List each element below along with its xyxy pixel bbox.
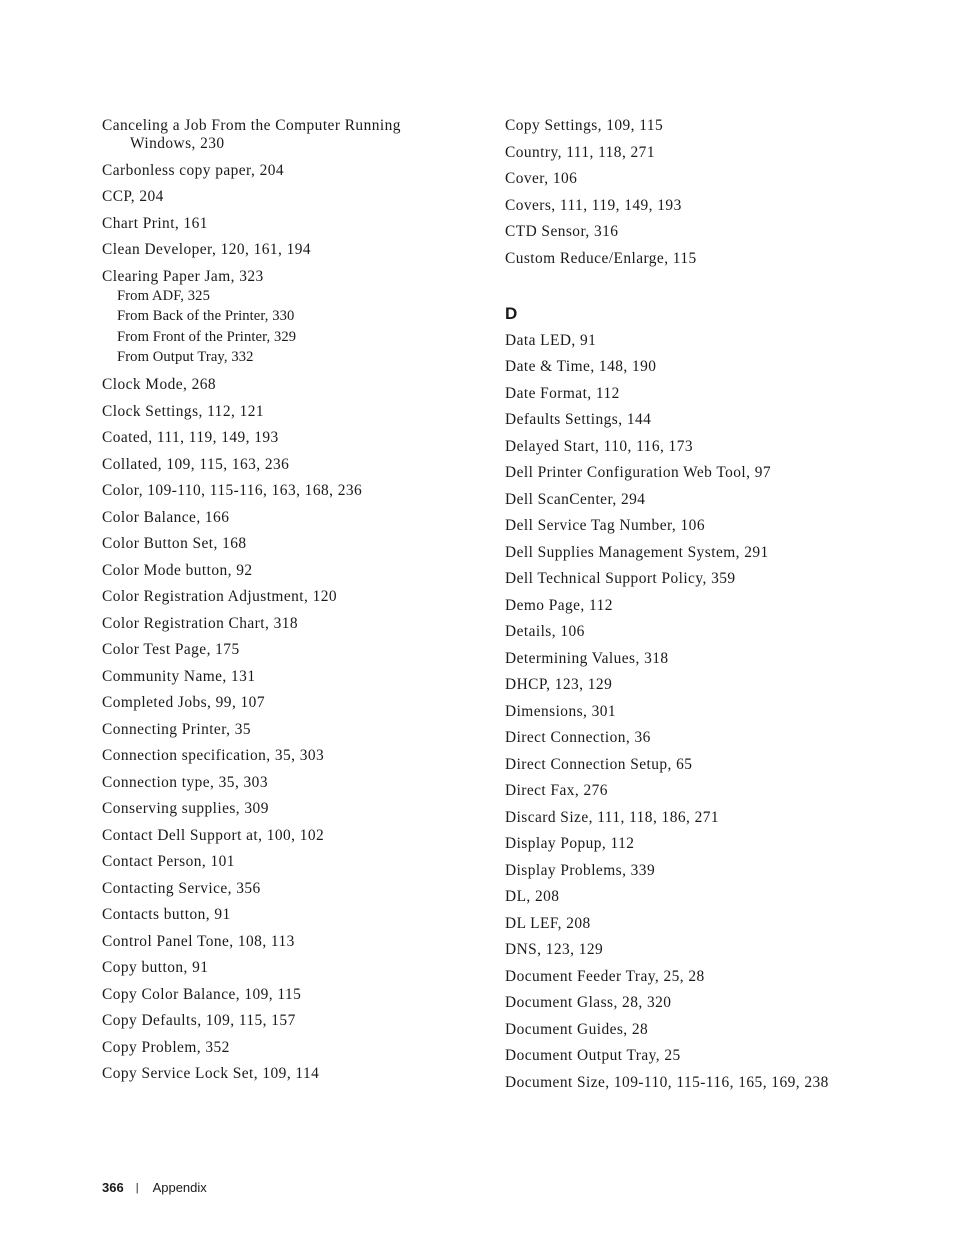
index-entry-text: Color Registration Chart, 318 — [102, 614, 299, 632]
index-entry-text: Direct Fax, 276 — [505, 782, 608, 799]
index-entry-text: Color Button Set, 168 — [102, 535, 247, 552]
index-entry-text: Clean Developer, 120, 161, 194 — [102, 241, 312, 258]
index-entry-text: CCP, 204 — [102, 188, 164, 205]
index-subentry: From Back of the Printer, 330 — [117, 308, 295, 324]
index-entry-text: Document Glass, 28, 320 — [505, 994, 672, 1011]
index-entry — [102, 376, 462, 394]
page-number: 366 — [102, 1180, 124, 1195]
index-entry — [505, 1047, 925, 1065]
index-entry-text: Coated, 111, 119, 149, 193 — [102, 429, 279, 446]
index-entry-text: Cover, 106 — [505, 170, 578, 187]
index-entry — [505, 438, 925, 456]
index-entry — [505, 888, 925, 906]
index-entry-text: Color Balance, 166 — [102, 508, 230, 526]
index-entry — [102, 162, 462, 180]
index-entry-text: CTD Sensor, 316 — [505, 223, 619, 240]
index-entry — [102, 880, 462, 898]
index-entry — [102, 986, 462, 1004]
index-entry-text: Delayed Start, 110, 116, 173 — [505, 437, 693, 455]
index-entry-text: Clock Mode, 268 — [102, 376, 217, 393]
index-entry — [505, 517, 925, 535]
index-entry — [102, 535, 462, 553]
index-entry-text: Document Guides, 28 — [505, 1020, 649, 1038]
index-entry — [102, 268, 462, 286]
index-entry — [102, 800, 462, 818]
index-entry — [102, 694, 462, 712]
index-entry — [102, 562, 462, 580]
index-entry — [505, 862, 925, 880]
index-entry — [102, 641, 462, 659]
index-subentry: From Output Tray, 332 — [117, 349, 254, 365]
index-entry — [505, 703, 925, 721]
index-entry-text: Demo Page, 112 — [505, 596, 613, 614]
index-entry — [505, 915, 925, 933]
index-entry — [102, 933, 462, 951]
index-entry — [102, 241, 462, 259]
index-entry — [102, 1012, 462, 1030]
index-entry — [505, 782, 925, 800]
index-entry-text: Document Output Tray, 25 — [505, 1047, 681, 1064]
index-entry — [505, 623, 925, 641]
index-entry — [505, 223, 925, 241]
index-entry-text: Color Registration Adjustment, 120 — [102, 588, 338, 605]
index-entry — [505, 144, 925, 162]
index-entry-text: Contacting Service, 356 — [102, 879, 261, 897]
index-entry-text: Dell ScanCenter, 294 — [505, 490, 646, 508]
index-entry-text: Country, 111, 118, 271 — [505, 143, 655, 161]
index-entries-d — [505, 332, 925, 1092]
index-entry — [102, 1039, 462, 1057]
index-entry — [102, 747, 462, 765]
index-entry — [505, 170, 925, 188]
index-entry-text: Dell Supplies Management System, 291 — [505, 543, 769, 561]
index-entry-text: Chart Print, 161 — [102, 214, 208, 232]
index-entry — [505, 676, 925, 694]
index-entry-text: Dell Printer Configuration Web Tool, 97 — [505, 464, 772, 481]
index-letter-heading: D — [505, 303, 518, 323]
index-entry — [102, 429, 462, 447]
index-entry — [505, 117, 925, 135]
index-entry — [505, 332, 925, 350]
index-entry-text: Canceling a Job From the Computer Running — [102, 117, 401, 134]
index-entry-text: Contact Person, 101 — [102, 853, 235, 870]
index-entry — [505, 250, 925, 268]
index-entry — [102, 456, 462, 474]
index-entry — [505, 544, 925, 562]
index-subentry: From Front of the Printer, 329 — [117, 328, 297, 345]
index-entry — [505, 650, 925, 668]
index-entry-text: Copy Color Balance, 109, 115 — [102, 985, 302, 1003]
index-entry — [505, 968, 925, 986]
index-entry — [102, 906, 462, 924]
index-subentry: From ADF, 325 — [117, 287, 210, 304]
index-entry-text: Conserving supplies, 309 — [102, 800, 269, 817]
index-entry-text: DL, 208 — [505, 888, 560, 905]
page-footer — [102, 1180, 207, 1195]
index-entry-text: Connection type, 35, 303 — [102, 773, 268, 791]
index-entry-text: Control Panel Tone, 108, 113 — [102, 932, 295, 950]
index-entry-text: Carbonless copy paper, 204 — [102, 161, 285, 179]
index-entry — [102, 959, 462, 977]
index-entry-text: Data LED, 91 — [505, 331, 597, 349]
index-entry — [102, 588, 462, 606]
index-entry — [505, 385, 925, 403]
index-entry-text: Copy button, 91 — [102, 959, 209, 976]
index-entry — [102, 215, 462, 233]
index-column-left — [102, 117, 462, 1092]
index-entries-c — [505, 117, 925, 268]
index-entry-text: Direct Connection, 36 — [505, 729, 651, 746]
index-entry — [102, 721, 462, 739]
index-entry — [102, 827, 462, 845]
index-entry-text: Custom Reduce/Enlarge, 115 — [505, 249, 697, 267]
index-entry-text: Defaults Settings, 144 — [505, 411, 652, 428]
index-entry-text: Details, 106 — [505, 623, 585, 640]
index-entry-text: DNS, 123, 129 — [505, 941, 604, 958]
index-entry-text: Dell Service Tag Number, 106 — [505, 517, 705, 534]
index-entry-continuation: Windows, 230 — [130, 135, 225, 152]
index-entry-text: Copy Settings, 109, 115 — [505, 117, 664, 134]
index-entry-text: Display Popup, 112 — [505, 835, 635, 852]
index-entry — [505, 1074, 925, 1092]
index-entry — [102, 774, 462, 792]
footer-separator: | — [135, 1181, 139, 1194]
index-entry-text: Document Size, 109-110, 115-116, 165, 169, 238 — [505, 1073, 829, 1091]
index-entry — [505, 597, 925, 615]
index-entry-text: Display Problems, 339 — [505, 861, 656, 879]
index-entry-text: Covers, 111, 119, 149, 193 — [505, 196, 682, 214]
index-entry — [102, 117, 462, 153]
index-entry — [102, 403, 462, 421]
footer-section: Appendix — [152, 1180, 207, 1195]
index-entry — [102, 1065, 462, 1083]
index-subentries — [102, 286, 462, 368]
index-entry — [102, 853, 462, 871]
index-entry — [505, 197, 925, 215]
index-entry — [505, 570, 925, 588]
index-entry-text: Color, 109-110, 115-116, 163, 168, 236 — [102, 482, 363, 499]
index-entry-text: Connecting Printer, 35 — [102, 720, 252, 738]
index-entry — [102, 188, 462, 206]
index-entry — [102, 668, 462, 686]
index-entry-text: Contact Dell Support at, 100, 102 — [102, 826, 325, 844]
index-entry-text: Connection specification, 35, 303 — [102, 747, 325, 764]
index-entry-text: Copy Problem, 352 — [102, 1038, 230, 1056]
index-entry — [505, 941, 925, 959]
index-entry — [102, 482, 462, 500]
index-entry — [505, 756, 925, 774]
index-entry-text: Color Test Page, 175 — [102, 641, 240, 658]
index-entry-text: Copy Service Lock Set, 109, 114 — [102, 1065, 320, 1082]
index-entry — [102, 509, 462, 527]
index-entry — [505, 491, 925, 509]
index-entry-text: Direct Connection Setup, 65 — [505, 755, 693, 773]
index-entry-text: Collated, 109, 115, 163, 236 — [102, 455, 290, 473]
index-entry — [505, 411, 925, 429]
index-entry — [505, 1021, 925, 1039]
index-entry — [505, 358, 925, 376]
index-entry-text: Dell Technical Support Policy, 359 — [505, 570, 736, 587]
index-entry-text: Date & Time, 148, 190 — [505, 358, 657, 375]
index-entry-text: DL LEF, 208 — [505, 914, 591, 932]
index-entry — [505, 464, 925, 482]
index-entry-text: Completed Jobs, 99, 107 — [102, 694, 265, 711]
index-entry — [505, 729, 925, 747]
index-entry-text: Clearing Paper Jam, 323 — [102, 267, 264, 285]
index-entry-text: Document Feeder Tray, 25, 28 — [505, 967, 705, 985]
index-entry — [102, 615, 462, 633]
index-column-right — [505, 117, 925, 1100]
index-entry — [505, 835, 925, 853]
index-entry-text: Clock Settings, 112, 121 — [102, 402, 265, 420]
index-entry — [505, 809, 925, 827]
index-entry-text: Date Format, 112 — [505, 384, 620, 402]
index-entry-text: Determining Values, 318 — [505, 649, 669, 667]
index-entry-text: Community Name, 131 — [102, 667, 256, 685]
index-entry-text: Discard Size, 111, 118, 186, 271 — [505, 808, 720, 826]
index-entry-text: Dimensions, 301 — [505, 702, 617, 720]
index-entry-text: Copy Defaults, 109, 115, 157 — [102, 1012, 296, 1029]
index-entry-text: Contacts button, 91 — [102, 906, 231, 923]
index-entry-text: Color Mode button, 92 — [102, 561, 253, 579]
index-entry-text: DHCP, 123, 129 — [505, 676, 613, 693]
index-entry — [505, 994, 925, 1012]
